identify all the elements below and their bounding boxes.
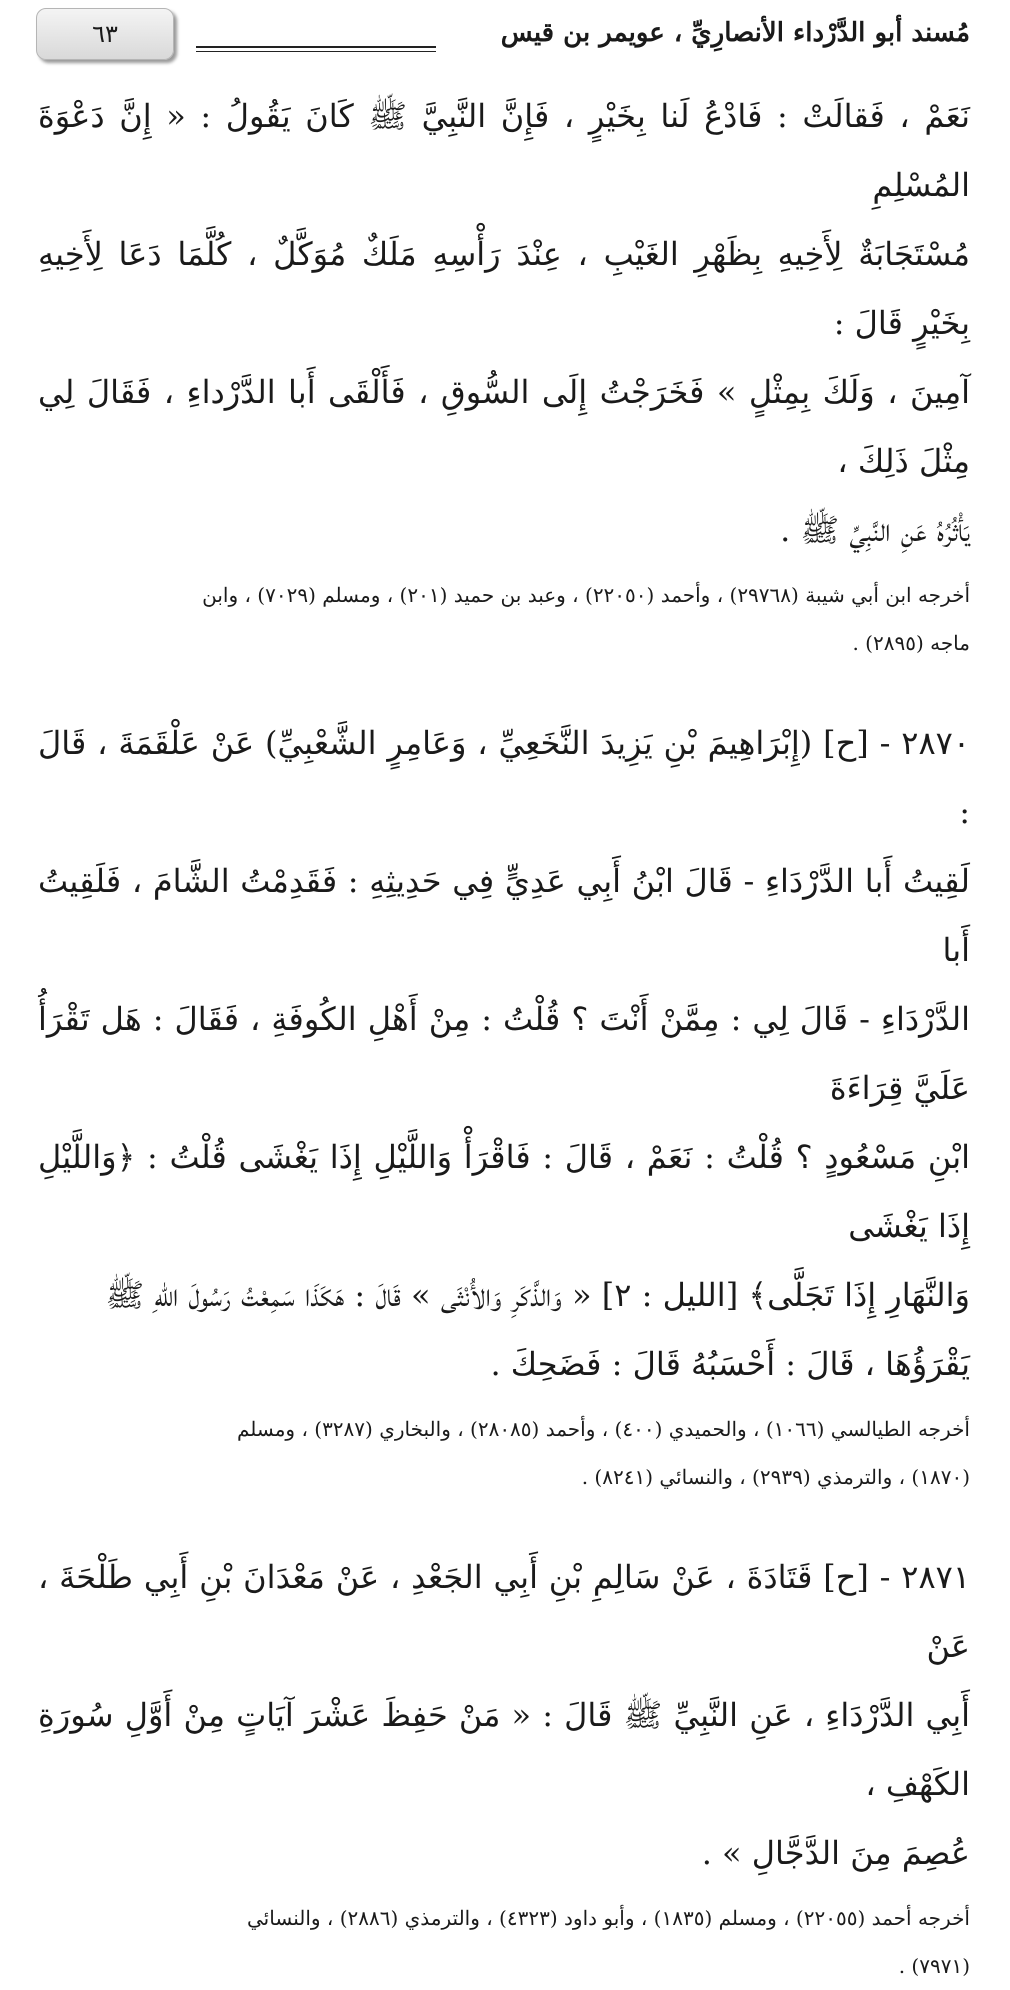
text-line: نَعَمْ ، فَقالَتْ : فَادْعُ لَنا بِخَيْرٍ ، فَإِنَّ النَّبِيَّ ﷺ كَانَ يَقُولُ : « إِنَّ دَعْوَةَ المُسْلِمِ bbox=[38, 97, 970, 204]
citation-line: أخرجه ابن أبي شيبة (٢٩٧٦٨) ، وأحمد (٢٢٠٥٠) ، وعبد بن حميد (٢٠١) ، ومسلم (٧٠٢٩) ، وابن bbox=[202, 583, 970, 607]
page-number: ٦٣ bbox=[36, 8, 174, 60]
text-line: ابْنِ مَسْعُودٍ ؟ قُلْتُ : نَعَمْ ، قَالَ : فَاقْرَأْ وَاللَّيْلِ إِذَا يَغْشَى قُلْتُ : ﴿وَاللَّيْلِ إِذَا يَغْشَى bbox=[38, 1138, 970, 1245]
text-line: أَبِي الدَّرْدَاءِ ، عَنِ النَّبِيِّ ﷺ قَالَ : « مَنْ حَفِظَ عَشْرَ آيَاتٍ مِنْ أَوَّلِ سُورَةِ الكَهْفِ ، bbox=[38, 1696, 970, 1803]
text-line: وَالنَّهَارِ إِذَا تَجَلَّى﴾ [الليل : ٢] « وَالذَّكَرِ وَالأُنْثَى » قَالَ : هَكَذَا سَمِعْتُ رَسُولَ اللهِ ﷺ bbox=[105, 1276, 970, 1314]
hadith-entry bbox=[38, 82, 970, 667]
page-body bbox=[38, 82, 970, 1990]
header-rule bbox=[196, 46, 436, 48]
citation-note bbox=[38, 1894, 970, 1990]
text-line: الدَّرْدَاءِ - قَالَ لِي : مِمَّنْ أَنْتَ ؟ قُلْتُ : مِنْ أَهْلِ الكُوفَةِ ، فَقَالَ : هَل تَقْرَأُ عَلَيَّ قِرَاءَةَ bbox=[38, 1000, 971, 1107]
citation-line: أخرجه أحمد (٢٢٠٥٥) ، ومسلم (١٨٣٥) ، وأبو داود (٤٣٢٣) ، والترمذي (٢٨٨٦) ، والنسائي bbox=[247, 1906, 970, 1930]
running-title: مُسند أبو الدَّرْداء الأنصارِيِّ ، عويمر بن قيس bbox=[500, 18, 970, 48]
text-line: يَقْرَؤُهَا ، قَالَ : أَحْسَبُهُ قَالَ : فَضَحِكَ . bbox=[490, 1345, 970, 1383]
text-line: ٢٨٧١ - [ح] قَتَادَةَ ، عَنْ سَالِمِ بْنِ أَبِي الجَعْدِ ، عَنْ مَعْدَانَ بْنِ أَبِي طَلْحَةَ ، عَنْ bbox=[38, 1558, 970, 1665]
text-line: مُسْتَجَابَةٌ لِأَخِيهِ بِظَهْرِ الغَيْبِ ، عِنْدَ رَأْسِهِ مَلَكٌ مُوَكَّلٌ ، كُلَّمَا دَعَا لِأَخِيهِ بِخَيْرٍ قَالَ : bbox=[38, 235, 970, 342]
citation-line: (٧٩٧١) . bbox=[898, 1954, 970, 1978]
text-line: ٢٨٧٠ - [ح] (إِبْرَاهِيمَ بْنِ يَزِيدَ النَّخَعِيِّ ، وَعَامِرٍ الشَّعْبِيِّ) عَنْ عَلْقَمَةَ ، قَالَ : bbox=[38, 724, 971, 831]
hadith-entry bbox=[38, 709, 970, 1501]
citation-line: (١٨٧٠) ، والترمذي (٢٩٣٩) ، والنسائي (٨٢٤١) . bbox=[581, 1465, 970, 1489]
header-rule-thin bbox=[196, 51, 436, 52]
page-header bbox=[36, 8, 970, 64]
citation-note bbox=[38, 1405, 970, 1501]
text-line: لَقِيتُ أَبا الدَّرْدَاءِ - قَالَ ابْنُ أَبِي عَدِيٍّ فِي حَدِيثِهِ : فَقَدِمْتُ الشَّامَ ، فَلَقِيتُ أَبا bbox=[38, 862, 971, 969]
hadith-entry bbox=[38, 1543, 970, 1990]
citation-note bbox=[38, 571, 970, 667]
text-line: يَأْثُرُهُ عَنِ النَّبِيِّ ﷺ . bbox=[780, 511, 970, 549]
text-line: عُصِمَ مِنَ الدَّجَّالِ » . bbox=[701, 1834, 970, 1872]
citation-line: ماجه (٢٨٩٥) . bbox=[852, 631, 970, 655]
text-line: آمِينَ ، وَلَكَ بِمِثْلٍ » فَخَرَجْتُ إِلَى السُّوقِ ، فَأَلْقَى أَبا الدَّرْداءِ ، فَقَالَ لِي مِثْلَ ذَلِكَ ، bbox=[38, 373, 971, 480]
citation-line: أخرجه الطيالسي (١٠٦٦) ، والحميدي (٤٠٠) ، وأحمد (٢٨٠٨٥) ، والبخاري (٣٢٨٧) ، ومسلم bbox=[236, 1417, 970, 1441]
